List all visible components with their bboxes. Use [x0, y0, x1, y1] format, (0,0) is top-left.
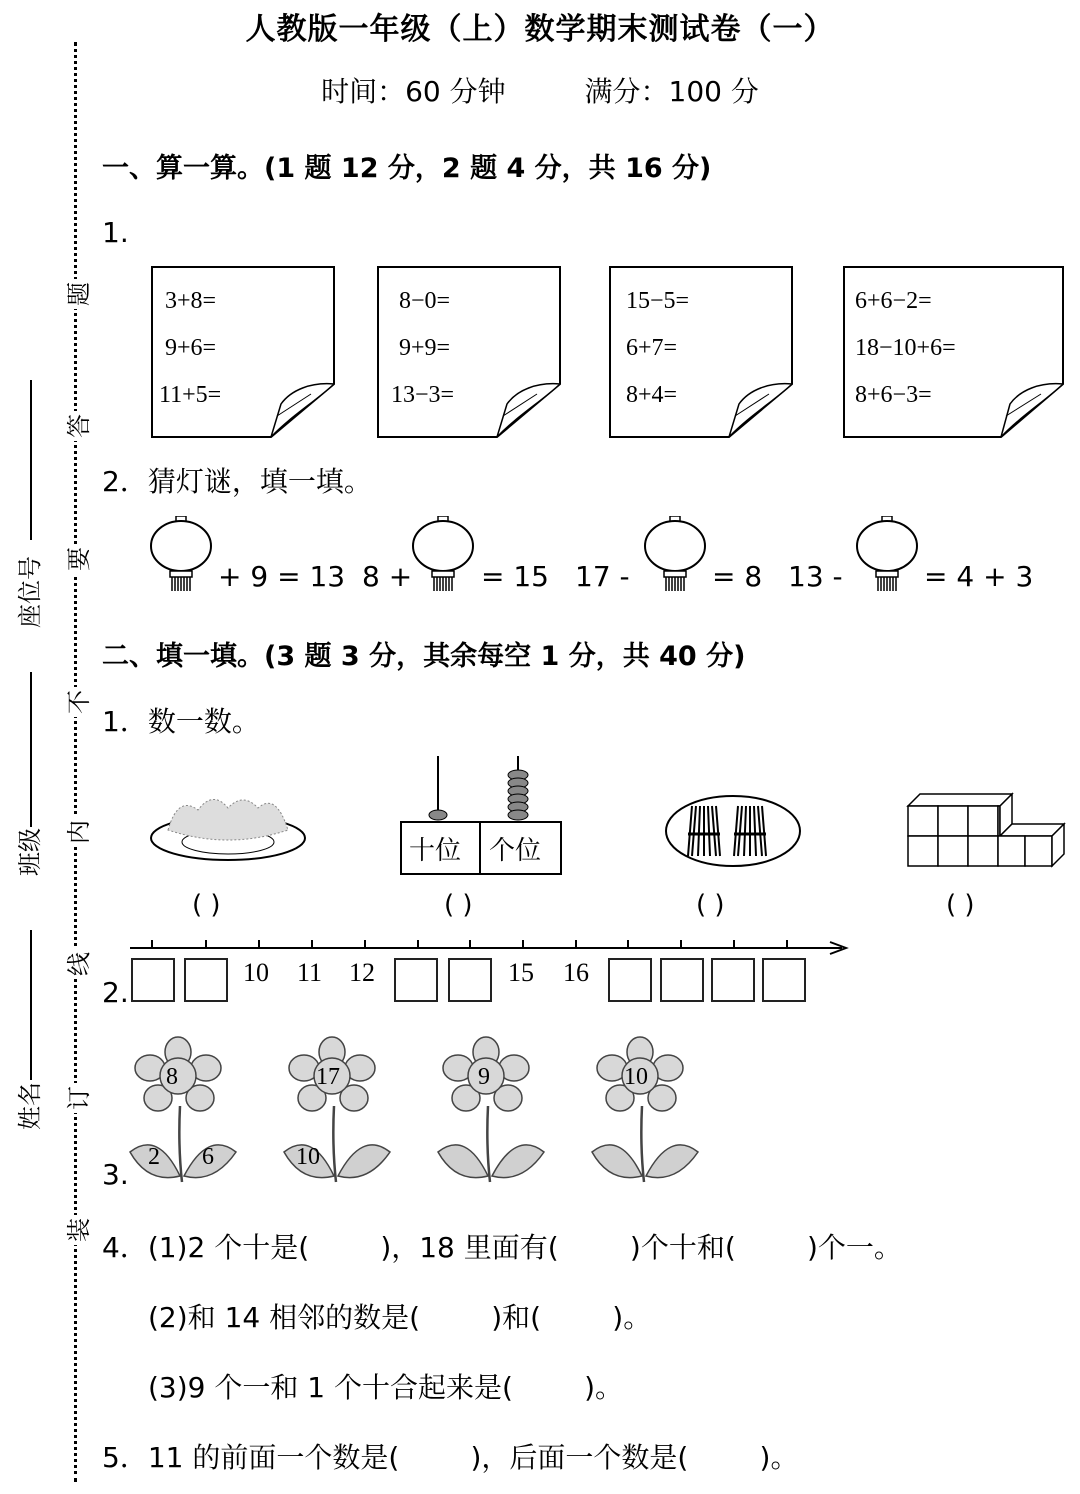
q2-5: 5．11 的前面一个数是( )，后面一个数是( )。	[102, 1441, 799, 1474]
numberline-label: 10	[243, 958, 269, 987]
exam-meta	[0, 70, 1080, 110]
margin-char: 不	[65, 687, 93, 717]
lantern-icon	[642, 516, 708, 592]
lantern-eq-3a: 17 -	[575, 560, 630, 593]
lantern-icon	[148, 516, 214, 592]
number-line	[130, 938, 850, 958]
name-line	[30, 930, 32, 1080]
q2-2-number: 2.	[102, 976, 129, 1009]
abacus-tens-label: 十位	[409, 836, 462, 866]
answer-paren[interactable]: ( )	[444, 890, 473, 920]
margin-char: 答	[65, 411, 93, 441]
margin-char: 线	[65, 949, 93, 979]
dumplings-plate-icon	[148, 790, 308, 870]
page-title: 人教版一年级（上）数学期末测试卷（一）	[245, 12, 835, 47]
equation: 8+4=	[626, 382, 678, 408]
q2-label: 2．猜灯谜，填一填。	[102, 465, 372, 498]
equation-card	[151, 266, 333, 436]
numberline-label: 12	[349, 958, 375, 987]
cubes-icon	[906, 790, 1072, 870]
answer-box[interactable]	[608, 958, 652, 1002]
binding-dotted-line	[74, 42, 77, 1482]
flower-top-number: 17	[316, 1064, 340, 1090]
flower-icon	[128, 1036, 240, 1184]
flower-icon	[436, 1036, 548, 1184]
q2-4-2: (2)和 14 相邻的数是( )和( )。	[148, 1301, 652, 1334]
lantern-eq-2b: = 15	[481, 560, 549, 593]
answer-box[interactable]	[131, 958, 175, 1002]
lantern-eq-3b: = 8	[712, 560, 763, 593]
numberline-label: 16	[563, 958, 589, 987]
answer-box[interactable]	[394, 958, 438, 1002]
flower	[282, 1036, 394, 1184]
equation: 11+5=	[159, 382, 222, 408]
section1-heading: 一、算一算。(1 题 12 分，2 题 4 分，共 16 分)	[102, 153, 712, 184]
answer-box[interactable]	[762, 958, 806, 1002]
q2-4-3: (3)9 个一和 1 个十合起来是( )。	[148, 1371, 624, 1404]
lantern-icon	[410, 516, 476, 592]
flower	[590, 1036, 702, 1184]
equation-card	[609, 266, 791, 436]
q2-1-label: 1．数一数。	[102, 705, 260, 738]
flower-icon	[590, 1036, 702, 1184]
flower-top-number: 10	[624, 1064, 648, 1090]
equation: 18−10+6=	[855, 335, 956, 361]
margin-char: 装	[65, 1215, 93, 1245]
equation: 8+6−3=	[855, 382, 932, 408]
equation: 13−3=	[391, 382, 455, 408]
equation: 9+6=	[165, 335, 217, 361]
flower-left-number: 10	[296, 1144, 320, 1170]
answer-box[interactable]	[184, 958, 228, 1002]
numberline-label: 15	[508, 958, 534, 987]
q2-3-number: 3.	[102, 1158, 129, 1191]
answer-paren[interactable]: ( )	[192, 890, 221, 920]
flower	[128, 1036, 240, 1184]
numberline-label: 11	[297, 958, 323, 987]
flower	[436, 1036, 548, 1184]
equation: 15−5=	[626, 288, 690, 314]
answer-paren[interactable]: ( )	[946, 890, 975, 920]
margin-char: 内	[65, 817, 93, 847]
lantern-eq-2a: 8 +	[362, 560, 413, 593]
stick-bundles-icon	[664, 794, 802, 868]
margin-char: 订	[65, 1083, 93, 1113]
abacus-ones-label: 个位	[489, 836, 542, 866]
equation: 8−0=	[399, 288, 451, 314]
q2-4-1: 4．(1)2 个十是( )，18 里面有( )个十和( )个一。	[102, 1231, 902, 1264]
name-label: 姓名	[16, 1082, 44, 1130]
exam-full-score: 满分：100 分	[584, 75, 759, 108]
class-line	[30, 672, 32, 827]
q1-number: 1.	[102, 216, 129, 249]
margin-char: 题	[65, 279, 93, 309]
lantern-eq-4a: 13 -	[788, 560, 843, 593]
seat-line	[30, 380, 32, 540]
equation-card	[377, 266, 559, 436]
section2-heading: 二、填一填。(3 题 3 分，其余每空 1 分，共 40 分)	[102, 641, 746, 672]
answer-box[interactable]	[711, 958, 755, 1002]
flower-top-number: 8	[166, 1064, 178, 1090]
exam-time: 时间：60 分钟	[321, 75, 506, 108]
lantern-eq-4b: = 4 + 3	[924, 560, 1034, 593]
lantern-eq-1: + 9 = 13	[218, 560, 346, 593]
equation: 6+7=	[626, 335, 678, 361]
lantern-icon	[854, 516, 920, 592]
margin-char: 要	[65, 544, 93, 574]
equation: 9+9=	[399, 335, 451, 361]
flower-top-number: 9	[478, 1064, 490, 1090]
answer-box[interactable]	[448, 958, 492, 1002]
answer-paren[interactable]: ( )	[696, 890, 725, 920]
equation-card	[843, 266, 1065, 436]
equation: 3+8=	[165, 288, 217, 314]
equation: 6+6−2=	[855, 288, 932, 314]
flower-left-number: 2	[148, 1144, 160, 1170]
answer-box[interactable]	[660, 958, 704, 1002]
flower-right-number: 6	[202, 1144, 214, 1170]
seat-label: 座位号	[16, 556, 44, 628]
class-label: 班级	[16, 828, 44, 876]
